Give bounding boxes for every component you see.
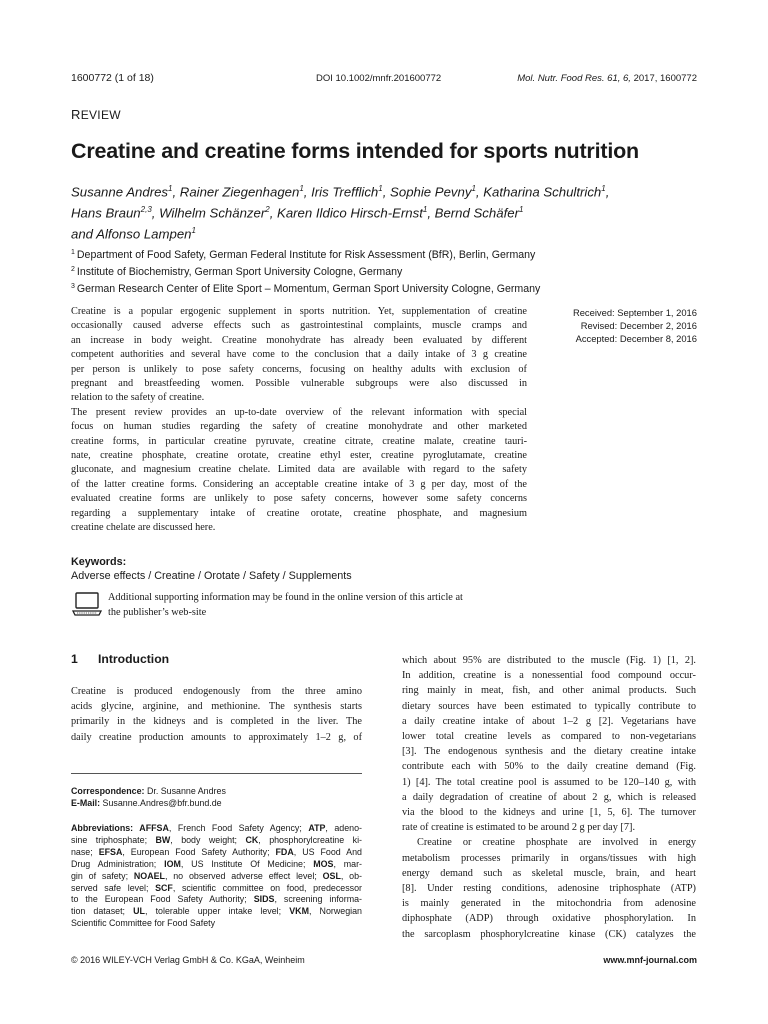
abbreviation-line	[71, 883, 362, 895]
correspondence-label: Correspondence:	[71, 786, 145, 796]
abstract	[71, 305, 527, 536]
abstract-line: gluconate, and magnesium creatine chelate. Limited data are available with regard to the safety	[71, 464, 527, 476]
abbreviation-definition: , no observed adverse effect level;	[164, 870, 323, 881]
keywords-heading: Keywords:	[71, 556, 127, 568]
abbreviation-definition: , ob-	[340, 870, 362, 881]
email-label: E-Mail:	[71, 798, 101, 808]
author-affiliation-mark: 1	[422, 204, 428, 214]
doi-label[interactable]: DOI 10.1002/mnfr.201600772	[316, 73, 442, 84]
author-affiliation-mark: 1	[191, 225, 196, 235]
author-name: , Bernd Schäfer	[427, 205, 519, 221]
abstract-line: creatine chelate are discussed here.	[71, 522, 216, 534]
page-number-label: 1600772 (1 of 18)	[71, 72, 154, 84]
author-affiliation-mark: 1	[299, 184, 304, 193]
author-name: , Rainer Ziegenhagen	[172, 184, 300, 200]
journal-website-link[interactable]: www.mnf-journal.com	[603, 955, 697, 965]
abbreviation-line	[71, 906, 362, 918]
affiliation-list	[71, 246, 540, 296]
section-label-initial: R	[71, 107, 81, 122]
accepted-date: Accepted: December 8, 2016	[575, 333, 697, 345]
intro-line: metabolism processes primarily in organs/tissues with high	[402, 852, 696, 864]
abbreviation-line	[71, 859, 362, 871]
abstract-line: relation to the safety of creatine.	[71, 392, 205, 404]
section-label	[71, 107, 121, 122]
abbreviation-definition: Scientific Committee for Food Safety	[71, 918, 216, 929]
abbreviation-term: FDA	[275, 846, 294, 857]
abbreviation-term: SCF	[155, 882, 173, 893]
abbreviation-definition: , scientific committee on food, predecessor	[172, 882, 362, 893]
journal-citation	[510, 73, 697, 84]
author-list	[71, 180, 711, 243]
abstract-line: evaluated creatine forms are unlikely to pose safety concerns, however some safety concerns	[71, 493, 527, 505]
intro-line: is mainly generated in the mitochondria from adenosine	[402, 898, 696, 910]
author-affiliation-mark: 2,3	[140, 204, 152, 214]
intro-line: contribute each with 50% to the daily creatine demand (Fig.	[402, 761, 696, 773]
intro-line: the sarcoplasm phosphorylcreatine kinase (CK) catalyzes the	[402, 928, 696, 940]
author-name: Susanne Andres	[71, 184, 169, 200]
email-line	[71, 797, 226, 809]
revised-date: Revised: December 2, 2016	[580, 320, 697, 332]
abstract-line: The present review provides an up-to-date overview of the relevant information with special	[71, 406, 527, 418]
journal-name: Mol. Nutr. Food Res.	[517, 73, 605, 84]
abbreviation-definition: , French Food Safety Agency;	[168, 823, 309, 833]
intro-section-title: Introduction	[98, 652, 170, 666]
abstract-line: creatine forms, in particular creatine pyruvate, creatine citrate, creatine malate, creatine tauri-	[71, 435, 527, 447]
journal-volume: 61, 6,	[607, 73, 631, 84]
abbreviation-line	[71, 871, 362, 883]
abbreviation-line	[71, 835, 362, 847]
abbreviation-line	[71, 847, 362, 859]
abbreviation-definition: Drug Administration;	[71, 858, 165, 869]
abbreviation-term: BW	[155, 834, 171, 845]
abbreviation-term: VKM	[289, 906, 309, 917]
intro-line: rate of creatine is estimated to be around 2 g per day [7].	[402, 822, 636, 834]
intro-line: dietary sources have been estimated to typically contribute to	[402, 700, 696, 712]
correspondence-name: Dr. Susanne Andres	[144, 786, 226, 796]
intro-line: [8]. Under resting conditions, adenosine triphosphate (ATP)	[402, 883, 696, 895]
abbreviation-definition: , body weight;	[170, 834, 246, 845]
author-name: , Sophie Pevny	[382, 184, 472, 200]
article-title: Creatine and creatine forms intended for sports nutrition	[71, 139, 639, 163]
author-affiliation-mark: 1	[378, 184, 383, 193]
affiliation-text: Department of Food Safety, German Federal Institute for Risk Assessment (BfR), Berlin, Germany	[76, 249, 536, 261]
author-affiliation-mark: 1	[168, 184, 173, 193]
intro-line: energy demand such as skeletal muscle, brain, and heart	[402, 867, 696, 879]
correspondence-line	[71, 785, 226, 797]
intro-line: primarily in the kidneys and is completed in the liver. The	[71, 716, 362, 728]
abbreviation-term: NOAEL	[133, 870, 165, 881]
intro-line: daily creatine production amounts to approximately 1–2 g, of	[71, 731, 362, 743]
abbreviation-line	[71, 918, 362, 930]
intro-line: via the blood to the kidneys and urine [1, 5, 6]. The turnover	[402, 807, 696, 819]
intro-line: a daily creatine intake of about 1–2 g [2]. Vegetarians have	[402, 715, 696, 727]
abbreviation-term: SIDS	[253, 894, 275, 905]
supporting-info-line: Additional supporting information may be found in the online version of this article at	[108, 592, 463, 603]
abstract-line: pregnant and breastfeeding women. Possible vulnerable subgroups were also discussed in	[71, 378, 527, 390]
author-name: , Karen Ildico Hirsch-Ernst	[269, 205, 423, 221]
abbreviation-definition: to the European Food Safety Authority;	[71, 894, 254, 905]
author-name: , Iris Trefflich	[303, 184, 379, 200]
abbreviation-definition: , US Food And	[293, 846, 362, 857]
abstract-line: of the latter creatine forms. Considering an acceptable creatine intake of 3 g per day, most of the	[71, 478, 527, 490]
intro-left-text	[71, 684, 362, 745]
journal-year-article: 2017, 1600772	[630, 73, 697, 84]
affiliation-item	[71, 246, 540, 263]
author-line	[71, 222, 711, 243]
affiliation-text: Institute of Biochemistry, German Sport University Cologne, Germany	[76, 265, 403, 278]
author-name: and Alfonso Lampen	[71, 226, 192, 242]
email-address[interactable]: Susanne.Andres@bfr.bund.de	[100, 798, 222, 808]
keywords-list: Adverse effects / Creatine / Orotate / Safety / Supplements	[71, 570, 352, 582]
intro-line: a daily degradation of creatine of about 2 g, which is released	[402, 791, 696, 803]
received-date: Received: September 1, 2016	[572, 307, 697, 318]
abbreviation-line	[71, 894, 362, 906]
affiliation-item	[71, 263, 540, 280]
abbreviation-definition: , European Food Safety Authority;	[122, 846, 276, 857]
affiliation-number: 3	[71, 282, 75, 290]
laptop-icon	[72, 591, 102, 617]
abbreviation-definition: tion dataset;	[71, 906, 134, 917]
author-affiliation-mark: 1	[471, 184, 476, 193]
intro-line: [3]. The endogenous synthesis and the dietary creatine intake	[402, 746, 696, 758]
author-line	[71, 180, 711, 201]
abbreviation-definition: nase;	[71, 846, 99, 857]
section-label-rest: EVIEW	[80, 108, 121, 122]
abbreviation-definition: , tolerable upper intake level;	[144, 906, 290, 917]
author-line	[71, 201, 711, 222]
intro-line: Creatine is produced endogenously from the three amino	[71, 686, 362, 697]
abbreviation-term: CK	[245, 834, 259, 845]
intro-line: acids glycine, arginine, and methionine. The synthesis starts	[71, 701, 362, 713]
abbreviation-term: ATP	[308, 823, 326, 833]
intro-line: Creatine or creatine phosphate are involved in energy	[417, 837, 696, 849]
author-affiliation-mark: 1	[601, 184, 606, 193]
intro-section-number: 1	[71, 652, 78, 666]
abbreviation-definition: , US Institute Of Medicine;	[180, 858, 314, 869]
abstract-line: occasionally caused adverse effects such as gastrointestinal complaints, muscle cramps and	[71, 320, 527, 332]
abbreviation-definition: , adeno-	[325, 823, 362, 833]
intro-line: diphosphate (ADP) through oxidative phosphorylation. In	[402, 913, 696, 925]
abbreviation-definition: , Norwegian	[308, 906, 362, 917]
article-dates	[540, 306, 697, 346]
abbreviation-definition: sine triphosphate;	[71, 834, 156, 845]
author-name: Hans Braun	[71, 205, 141, 221]
abbreviation-term: EFSA	[98, 846, 123, 857]
intro-line: which about 95% are distributed to the muscle (Fig. 1) [1, 2].	[402, 655, 696, 666]
abstract-line: competent authorities and several have come to the conclusion that a daily intake of 3 g creatine	[71, 349, 527, 361]
abstract-line: per person is unlikely to pose safety concerns, focusing on healthy adults with exclusion of	[71, 363, 527, 375]
affiliation-text: German Research Center of Elite Sport – Momentum, German Sport University Cologne, Germany	[76, 282, 541, 295]
abbreviation-definition: , mar-	[333, 858, 363, 869]
abbreviation-definition: gin of safety;	[71, 870, 134, 881]
abbreviation-line	[71, 823, 362, 835]
intro-heading	[71, 652, 169, 666]
abbreviation-term: OSL	[322, 870, 341, 881]
abstract-line: nate, creatine phosphate, creatine orotate, creatine ethyl ester, creatine pyroglutamate, creatine	[71, 450, 527, 462]
abbreviations-block	[71, 823, 362, 930]
affiliation-number: 1	[71, 249, 75, 256]
abstract-line: an increase in body weight. Creatine monohydrate has already been evaluated by different	[71, 334, 527, 346]
author-affiliation-mark: 1	[518, 204, 524, 214]
copyright-notice: © 2016 WILEY-VCH Verlag GmbH & Co. KGaA, Weinheim	[71, 955, 305, 965]
abbreviation-term: MOS	[313, 858, 334, 869]
intro-line: 1) [4]. The total creatine pool is assumed to be 120–140 g, with	[402, 776, 696, 788]
affiliation-item	[71, 280, 540, 297]
abstract-line: focus on human studies regarding the safety of creatine monohydrate and other marketed	[71, 421, 527, 433]
author-name: , Katharina Schultrich	[475, 184, 602, 200]
abbreviation-term: IOM	[164, 858, 181, 869]
intro-line: lower total creatine levels as compared to non-vegetarians	[402, 731, 696, 743]
intro-line: ring mainly in meat, fish, and other animal products. Such	[402, 685, 696, 697]
correspondence-block	[71, 785, 226, 809]
author-name: , Wilhelm Schänzer	[151, 205, 266, 221]
abbreviation-definition: served safe level;	[71, 882, 156, 893]
footnote-divider	[71, 773, 362, 774]
abbreviation-term: UL	[133, 906, 145, 917]
affiliation-number: 2	[71, 265, 75, 273]
intro-right-text	[402, 653, 696, 942]
supporting-info-note	[108, 590, 528, 620]
abbreviation-definition: , screening informa-	[274, 894, 362, 905]
author-name: ,	[605, 184, 610, 200]
supporting-info-line: the publisher’s web-site	[108, 607, 207, 618]
intro-line: In addition, creatine is a nonessential food compound occur-	[402, 670, 696, 682]
author-affiliation-mark: 2	[265, 204, 270, 214]
abstract-line: regarding a supplementary intake of creatine orotate, creatine phosphate, and magnesium	[71, 507, 527, 519]
abstract-line: Creatine is a popular ergogenic supplement in sports nutrition. Yet, supplementation of creatine	[71, 306, 527, 317]
abbreviation-definition: , phosphorylcreatine ki-	[258, 834, 362, 845]
abbreviation-term: Abbreviations: AFFSA	[71, 823, 169, 833]
